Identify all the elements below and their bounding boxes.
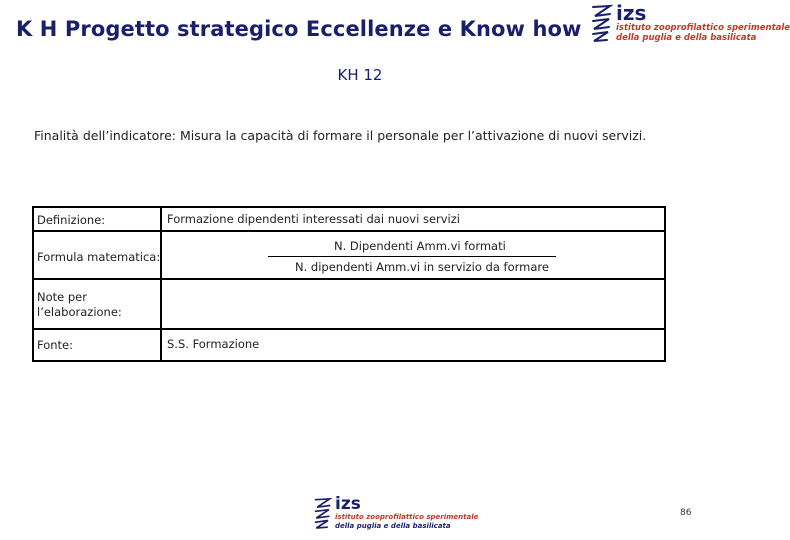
indicator-purpose: Finalità dell’indicatore: Misura la capacità di formare il personale per l’attivazione di nuovi servizi. <box>34 128 647 143</box>
logo-brand: izs <box>335 494 361 514</box>
logo-line2: della puglia e della basilicata <box>616 33 757 43</box>
formula-numerator: N. Dipendenti Amm.vi formati <box>334 239 506 253</box>
izs-logo-mark-icon <box>313 496 333 530</box>
row-fonte-divider <box>160 328 162 362</box>
page-title: K H Progetto strategico Eccellenze e Know how <box>16 17 582 41</box>
izs-logo-top <box>590 3 790 43</box>
indicator-code: KH 12 <box>337 66 383 84</box>
izs-logo-mark-icon <box>590 3 614 43</box>
note-label-line1: Note per <box>37 290 87 304</box>
row-note-border <box>32 278 666 330</box>
logo-line2: della puglia e della basilicata <box>335 522 451 530</box>
row-definizione-divider <box>160 206 162 232</box>
formula-label: Formula matematica: <box>37 250 161 264</box>
row-note-divider <box>160 278 162 330</box>
note-label-line2: l’elaborazione: <box>37 305 122 319</box>
logo-brand: izs <box>616 1 647 25</box>
logo-line1: istituto zooprofilattico sperimentale <box>335 513 479 521</box>
izs-logo-bottom <box>313 496 478 531</box>
formula-denominator: N. dipendenti Amm.vi in servizio da formare <box>295 260 549 274</box>
definizione-label: Definizione: <box>37 213 106 227</box>
definizione-value: Formazione dipendenti interessati dai nuovi servizi <box>167 212 460 226</box>
definition-table <box>32 206 666 362</box>
row-fonte-border <box>32 328 666 362</box>
row-formula-divider <box>160 230 162 280</box>
fonte-label: Fonte: <box>37 338 73 352</box>
note-label <box>37 290 122 320</box>
logo-line1: istituto zooprofilattico sperimentale <box>616 23 790 33</box>
formula-fraction-line <box>268 256 556 257</box>
page-number: 86 <box>680 508 692 518</box>
fonte-value: S.S. Formazione <box>167 337 260 351</box>
